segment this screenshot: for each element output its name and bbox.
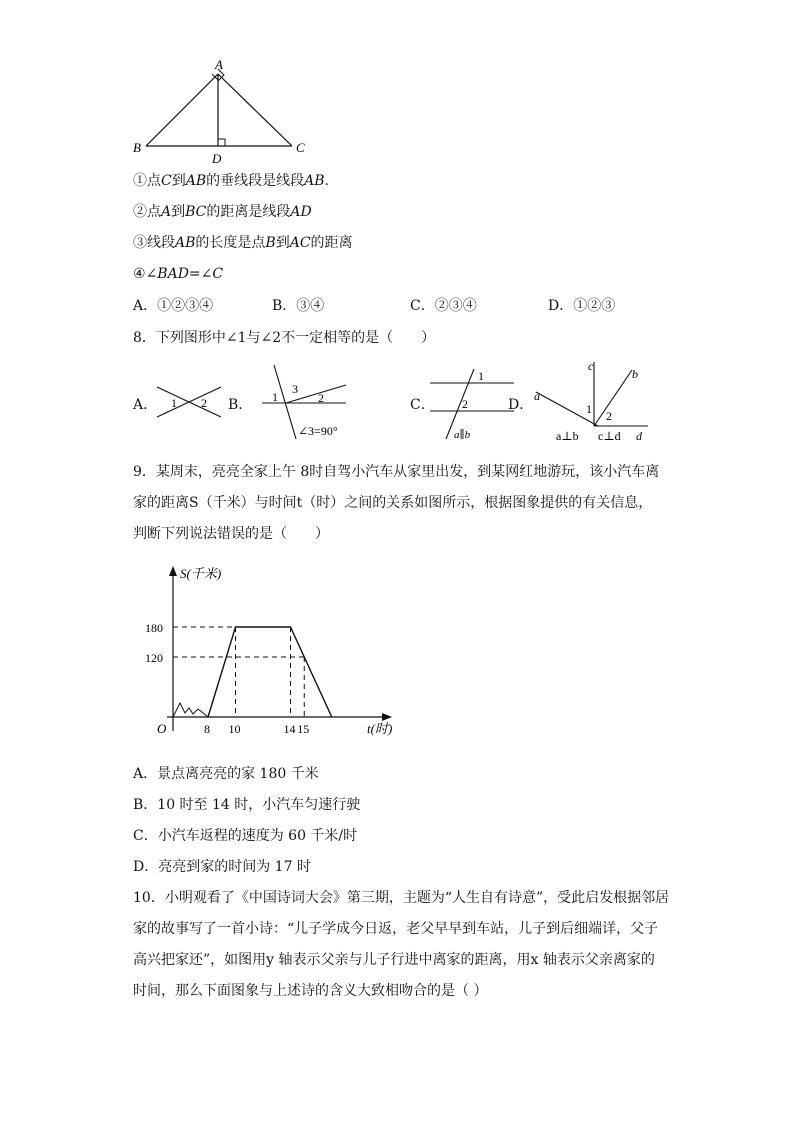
statement-3: ③线段AB的长度是点B到AC的距离 — [133, 235, 353, 251]
x-axis-arrow — [382, 713, 392, 721]
parallel-note: a∥b — [454, 429, 471, 441]
q8-figure-b[interactable] — [250, 363, 360, 443]
y-tick-120: 120 — [145, 651, 163, 665]
statement-1: ①点C到AB的垂线段是线段AB. — [133, 173, 329, 189]
line-a-label: a — [534, 389, 540, 403]
x-tick-10: 10 — [228, 722, 241, 736]
x-tick-15: 15 — [297, 722, 310, 736]
line-d-label: d — [636, 429, 642, 443]
angle-note: ∠3=90° — [298, 424, 338, 438]
angle-1-label: 1 — [272, 390, 278, 404]
label-A: A — [215, 57, 223, 72]
q8-figure-c[interactable] — [428, 363, 518, 443]
angle-2-label: 2 — [318, 391, 324, 405]
angle-2-label: 2 — [201, 396, 207, 410]
q10-stem-line-1: 10．小明观看了《中国诗词大会》第三期，主题为“人生自有诗意”，受此启发根据邻居 — [133, 890, 670, 906]
q9-stem-line-1: 9．某周末，亮亮全家上午 8时自驾小汽车从家里出发，到某网红地游玩，该小汽车离 — [133, 464, 660, 480]
q10-stem-line-2: 家的故事写了一首小诗：“儿子学成今日返，老父早早到车站，儿子到后细端详，父子 — [133, 921, 659, 937]
q8-option-c-label[interactable]: C． — [410, 397, 435, 413]
q7-option-b[interactable]: B．③④ — [272, 298, 325, 314]
q9-stem-line-3: 判断下列说法错误的是（ ） — [133, 526, 329, 542]
q8-option-a-label[interactable]: A． — [133, 397, 158, 413]
axis-break-mark — [173, 703, 208, 717]
perp-note-ab: a⊥b — [556, 429, 579, 443]
line-c-label: c — [588, 359, 594, 373]
angle-1-label: 1 — [171, 396, 177, 410]
q10-stem-line-3: 高兴把家还”，如图用y 轴表示父亲与儿子行进中离家的距离，用x 轴表示父亲离家的 — [133, 952, 655, 968]
triangle-figure — [130, 56, 320, 166]
q8-option-d-label[interactable]: D． — [508, 397, 534, 413]
q7-option-d[interactable]: D．①②③ — [548, 298, 616, 314]
angle-1-label: 1 — [478, 369, 484, 383]
q9-option-a[interactable]: A．景点离亮亮的家 180 千米 — [133, 766, 319, 782]
x-axis-label: t(时) — [367, 721, 393, 736]
angle-3-label: 3 — [292, 382, 298, 396]
perp-note-cd: c⊥d — [598, 429, 621, 443]
line-b-label: b — [632, 367, 638, 381]
q9-option-c[interactable]: C．小汽车返程的速度为 60 千米/时 — [133, 828, 358, 844]
angle-1-label: 1 — [586, 402, 592, 416]
q8-figure-d[interactable] — [528, 356, 668, 446]
q8-figure-a[interactable] — [155, 383, 225, 423]
q8-stem: 8．下列图形中∠1与∠2不一定相等的是（ ） — [133, 330, 436, 346]
angle-2-label: 2 — [606, 409, 612, 423]
q9-option-d[interactable]: D．亮亮到家的时间为 17 时 — [133, 859, 311, 875]
series-line — [208, 627, 332, 717]
angle-2-label: 2 — [462, 397, 468, 411]
x-tick-8: 8 — [204, 722, 210, 736]
label-D: D — [212, 151, 222, 166]
q9-stem-line-2: 家的距离S（千米）与时间t（时）之间的关系如图所示，根据图象提供的有关信息， — [133, 495, 653, 511]
q8-option-b-label[interactable]: B． — [228, 397, 253, 413]
origin-label: O — [157, 721, 167, 736]
label-B: B — [133, 140, 141, 155]
q10-stem-line-4: 时间，那么下面图象与上述诗的含义大致相吻合的是（ ） — [133, 983, 488, 999]
x-tick-14: 14 — [283, 722, 296, 736]
statement-2: ②点A到BC的距离是线段AD — [133, 204, 312, 220]
q9-option-b[interactable]: B．10 时至 14 时，小汽车匀速行驶 — [133, 797, 361, 813]
y-axis-arrow — [169, 566, 177, 576]
y-tick-180: 180 — [145, 621, 163, 635]
statement-4: ④∠BAD=∠C — [133, 266, 224, 282]
y-axis-label: S(千米) — [180, 566, 222, 581]
q7-option-c[interactable]: C．②③④ — [410, 298, 477, 314]
q7-option-a[interactable]: A．①②③④ — [133, 298, 214, 314]
label-C: C — [296, 140, 305, 155]
distance-time-chart — [145, 562, 430, 747]
